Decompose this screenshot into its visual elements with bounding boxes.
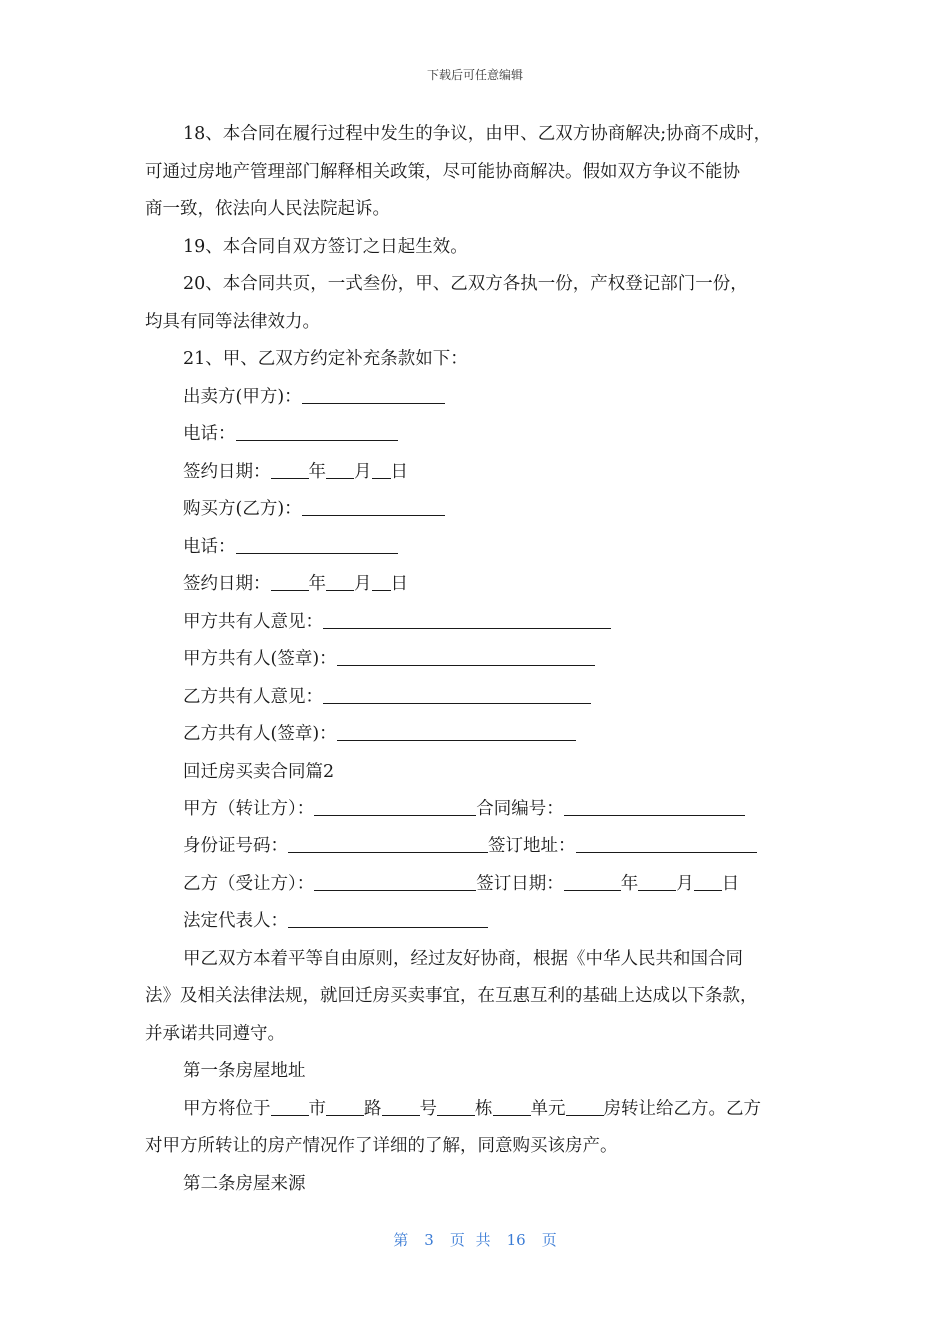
day-label: 日	[721, 874, 740, 894]
seller-sign-date	[183, 460, 408, 484]
b-co-owner-seal	[183, 722, 576, 746]
city-label: 市	[308, 1099, 326, 1119]
month-label: 月	[676, 874, 694, 894]
phone-label: 电话：	[183, 537, 236, 557]
b-co-opinion-blank[interactable]	[323, 685, 591, 704]
buyer-phone-field	[183, 535, 398, 559]
contract-no-blank[interactable]	[564, 797, 745, 816]
page-mid: 页 共	[449, 1231, 491, 1249]
year-label: 年	[308, 574, 326, 594]
download-note: 下载后可任意编辑	[426, 68, 523, 82]
a-co-opinion-blank[interactable]	[323, 610, 611, 629]
article-1-title: 第一条房屋地址	[183, 1061, 306, 1081]
clause-20-line-2: 均具有同等法律效力。	[145, 312, 320, 332]
legal-rep-label: 法定代表人：	[183, 911, 288, 931]
sign-date-label: 签约日期：	[183, 462, 271, 482]
page-footer	[0, 1229, 950, 1250]
a-co-owner-opinion	[183, 610, 611, 634]
year-label: 年	[620, 874, 639, 894]
party-a-blank[interactable]	[314, 797, 476, 816]
day-label: 日	[390, 574, 408, 594]
day-blank[interactable]	[694, 872, 722, 891]
month-blank[interactable]	[326, 460, 354, 479]
month-label: 月	[354, 462, 372, 482]
buyer-blank[interactable]	[302, 497, 445, 516]
buyer-label: 购买方(乙方)：	[183, 499, 302, 519]
unit-blank[interactable]	[493, 1097, 531, 1116]
seller-blank[interactable]	[302, 385, 445, 404]
unit-label: 单元	[530, 1099, 566, 1119]
article-1-line-1	[183, 1097, 761, 1121]
party-b-blank[interactable]	[314, 872, 476, 891]
day-blank[interactable]	[372, 572, 391, 591]
sign-place-label: 签订地址：	[488, 836, 576, 856]
art1-text-a: 甲方将位于	[183, 1099, 271, 1119]
year-blank[interactable]	[271, 572, 309, 591]
party-a-row	[183, 797, 745, 821]
month-blank[interactable]	[638, 872, 676, 891]
sign-date-label: 签约日期：	[183, 574, 271, 594]
seller-phone-field	[183, 422, 398, 446]
page-prefix: 第	[393, 1231, 409, 1249]
legal-rep-row	[183, 909, 488, 933]
clause-18-line-1: 18、本合同在履行过程中发生的争议，由甲、乙双方协商解决;协商不成时，	[183, 124, 772, 144]
clause-19: 19、本合同自双方签订之日起生效。	[183, 237, 468, 257]
buyer-phone-blank[interactable]	[236, 535, 398, 554]
clause-18-line-2: 可通过房地产管理部门解释相关政策，尽可能协商解决。假如双方争议不能协	[145, 162, 740, 182]
b-co-seal-label: 乙方共有人(签章)：	[183, 724, 337, 744]
party-b-row	[183, 872, 739, 896]
art1-text-b: 房转让给乙方。乙方	[603, 1099, 761, 1119]
room-blank[interactable]	[566, 1097, 604, 1116]
contract-no-label: 合同编号：	[476, 799, 564, 819]
buyer-field	[183, 497, 445, 521]
month-label: 月	[354, 574, 372, 594]
legal-rep-blank[interactable]	[288, 909, 488, 928]
road-label: 路	[364, 1099, 382, 1119]
city-blank[interactable]	[271, 1097, 309, 1116]
b-co-owner-opinion	[183, 685, 591, 709]
seller-label: 出卖方(甲方)：	[183, 387, 302, 407]
party-a-label: 甲方（转让方）：	[183, 799, 315, 819]
year-blank[interactable]	[271, 460, 309, 479]
b-co-opinion-label: 乙方共有人意见：	[183, 687, 323, 707]
number-label: 号	[419, 1099, 437, 1119]
building-blank[interactable]	[437, 1097, 475, 1116]
id-label: 身份证号码：	[183, 836, 288, 856]
article-2-title: 第二条房屋来源	[183, 1174, 306, 1194]
a-co-seal-blank[interactable]	[337, 647, 595, 666]
page-suffix: 页	[541, 1231, 557, 1249]
clause-21: 21、甲、乙双方约定补充条款如下：	[183, 349, 468, 369]
a-co-seal-label: 甲方共有人(签章)：	[183, 649, 337, 669]
seller-field	[183, 385, 445, 409]
a-co-opinion-label: 甲方共有人意见：	[183, 612, 323, 632]
sign-date2-label: 签订日期：	[476, 874, 564, 894]
a-co-owner-seal	[183, 647, 595, 671]
intro-line-2: 法》及相关法律法规，就回迁房买卖事宜，在互惠互利的基础上达成以下条款，	[145, 986, 758, 1006]
intro-line-3: 并承诺共同遵守。	[145, 1024, 285, 1044]
id-row	[183, 834, 757, 858]
seller-phone-blank[interactable]	[236, 422, 398, 441]
month-blank[interactable]	[326, 572, 354, 591]
section-title-2: 回迁房买卖合同篇2	[183, 762, 335, 782]
road-blank[interactable]	[326, 1097, 364, 1116]
clause-20-line-1: 20、本合同共页，一式叁份，甲、乙双方各执一份，产权登记部门一份，	[183, 274, 748, 294]
buyer-sign-date	[183, 572, 408, 596]
intro-line-1: 甲乙双方本着平等自由原则，经过友好协商，根据《中华人民共和国合同	[183, 949, 743, 969]
id-blank[interactable]	[288, 834, 488, 853]
page-total: 16	[506, 1231, 526, 1249]
year-blank[interactable]	[564, 872, 621, 891]
year-label: 年	[308, 462, 326, 482]
page-current: 3	[424, 1231, 434, 1249]
b-co-seal-blank[interactable]	[337, 722, 576, 741]
building-label: 栋	[475, 1099, 493, 1119]
phone-label: 电话：	[183, 424, 236, 444]
day-label: 日	[390, 462, 408, 482]
article-1-line-2: 对甲方所转让的房产情况作了详细的了解，同意购买该房产。	[145, 1136, 618, 1156]
day-blank[interactable]	[372, 460, 391, 479]
number-blank[interactable]	[382, 1097, 420, 1116]
clause-18-line-3: 商一致，依法向人民法院起诉。	[145, 199, 390, 219]
party-b-label: 乙方（受让方）：	[183, 874, 315, 894]
sign-place-blank[interactable]	[576, 834, 757, 853]
